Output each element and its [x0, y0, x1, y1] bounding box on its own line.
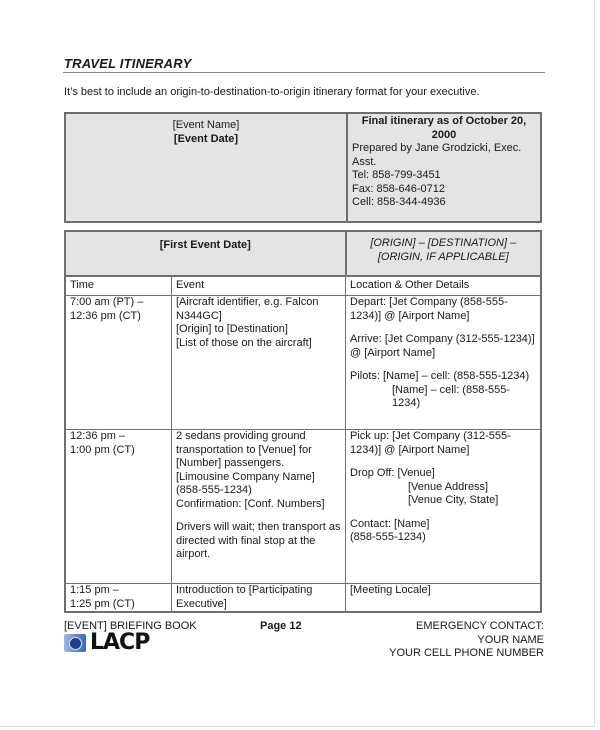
event-line: Drivers will wait; then transport as directed with final stop at the airport.	[176, 521, 341, 560]
pickup-detail: Pick up: [Jet Company (312-555-1234)] @ [Airport Name]	[350, 430, 511, 456]
column-header-event: Event	[172, 276, 346, 296]
column-header-time: Time	[65, 276, 172, 296]
time-start: 1:15 pm –	[70, 584, 119, 596]
event-name: [Event Name]	[172, 119, 240, 131]
route-header: [ORIGIN] – [DESTINATION] – [ORIGIN, IF APPLICABLE]	[346, 231, 542, 276]
time-cell	[65, 584, 172, 613]
event-line: Introduction to [Participating Executive]	[176, 584, 313, 610]
emergency-contact-phone: YOUR CELL PHONE NUMBER	[389, 647, 544, 659]
contact-detail: (858-555-1234)	[350, 531, 426, 543]
event-line: [Origin] to [Destination]	[176, 323, 288, 335]
event-line: 2 sedans providing ground transportation to [Venue] for [Number] passengers.	[176, 430, 312, 469]
pilot-detail: Pilots: [Name] – cell: (858-555-1234)	[350, 370, 530, 382]
dropoff-detail: [Venue Address]	[408, 480, 489, 493]
details-cell	[346, 296, 542, 430]
table-row	[65, 584, 541, 613]
column-header-row	[65, 276, 541, 296]
prepared-by: Prepared by Jane Grodzicki, Exec. Asst.	[352, 142, 522, 168]
page-number: Page 12	[260, 620, 302, 632]
logo-text: LACP	[90, 630, 150, 655]
event-summary-table	[64, 112, 542, 223]
time-end: 12:36 pm (CT)	[70, 309, 141, 322]
contact-detail: Contact: [Name]	[350, 517, 430, 530]
emergency-contact	[389, 620, 544, 661]
intro-text: It’s best to include an origin-to-destination-to-origin itinerary format for your executive.	[64, 86, 480, 98]
pilot-detail: [Name] – cell: (858-555-1234)	[392, 383, 510, 409]
event-cell	[172, 430, 346, 584]
depart-detail: Depart: [Jet Company (858-555-1234)] @ [Airport Name]	[350, 296, 508, 322]
itinerary-header-row	[65, 231, 541, 276]
first-event-date: [First Event Date]	[65, 231, 346, 276]
event-line: [Limousine Company Name] (858-555-1234)	[176, 470, 315, 496]
globe-logo-icon	[64, 634, 86, 652]
cell-number: Cell: 858-344-4936	[352, 196, 446, 208]
itinerary-table	[64, 230, 542, 613]
dropoff-detail: [Venue City, State]	[408, 494, 499, 506]
event-name-cell	[65, 113, 347, 222]
lacp-logo	[64, 630, 150, 655]
details-cell	[346, 430, 542, 584]
dropoff-detail: Drop Off: [Venue]	[350, 467, 435, 479]
event-cell	[172, 584, 346, 613]
emergency-contact-name: YOUR NAME	[477, 633, 544, 646]
fax-number: Fax: 858-646-0712	[352, 182, 445, 195]
meeting-locale: [Meeting Locale]	[350, 584, 431, 596]
emergency-contact-label: EMERGENCY CONTACT:	[416, 620, 544, 632]
event-line: [List of those on the aircraft]	[176, 336, 312, 349]
time-cell	[65, 296, 172, 430]
table-row	[65, 296, 541, 430]
column-header-details: Location & Other Details	[346, 276, 542, 296]
event-line: [Aircraft identifier, e.g. Falcon N344GC]	[176, 296, 319, 322]
title-divider	[63, 72, 545, 73]
final-itinerary-heading: Final itinerary as of October 20, 2000	[361, 115, 527, 141]
time-end: 1:00 pm (CT)	[70, 443, 135, 456]
time-start: 12:36 pm –	[70, 430, 126, 442]
table-row	[65, 430, 541, 584]
time-end: 1:25 pm (CT)	[70, 597, 135, 610]
event-date: [Event Date]	[173, 132, 239, 145]
details-cell	[346, 584, 542, 613]
prepared-by-cell	[347, 113, 541, 222]
arrive-detail: Arrive: [Jet Company (312-555-1234)] @ [Airport Name]	[350, 333, 535, 359]
time-start: 7:00 am (PT) –	[70, 296, 144, 308]
time-cell	[65, 430, 172, 584]
event-line: Confirmation: [Conf. Numbers]	[176, 497, 325, 510]
tel-number: Tel: 858-799-3451	[352, 169, 441, 181]
briefing-book-label: [EVENT] BRIEFING BOOK	[64, 620, 197, 632]
event-cell	[172, 296, 346, 430]
page-title: TRAVEL ITINERARY	[64, 56, 192, 71]
